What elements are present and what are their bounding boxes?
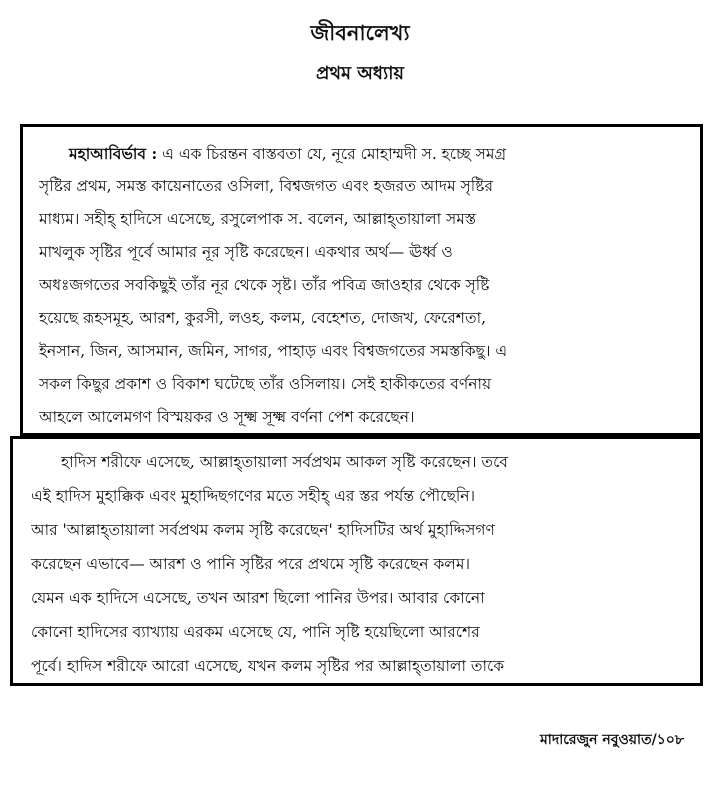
paragraph-line: সকল কিছুর প্রকাশ ও বিকাশ ঘটেছে তাঁর ওসিলায়। সেই হাকীকতের বর্ণনায়: [39, 375, 492, 393]
lead-term: মহাআবির্ভাব :: [69, 144, 158, 163]
paragraph-text: এ এক চিরন্তন বাস্তবতা যে, নূরে মোহাম্মদী স. হচ্ছে সমগ্র: [157, 145, 507, 163]
paragraph-line: হয়েছে রূহসমূহ, আরশ, কুরসী, লওহ, কলম, বেহেশত, দোজখ, ফেরেশতা,: [39, 309, 487, 327]
paragraph-line: যেমন এক হাদিসে এসেছে, তখন আরশ ছিলো পানির উপর। আবার কোনো: [31, 589, 485, 607]
paragraph-line: করেছেন এভাবে— আরশ ও পানি সৃষ্টির পরে প্রথমে সৃষ্টি করেছেন কলম।: [31, 555, 471, 573]
source-reference: মাদারেজুন নবুওয়াত/১০৮: [540, 732, 684, 748]
text-box-first: [20, 124, 703, 436]
paragraph-line: অধঃজগতের সবকিছুই তাঁর নূর থেকে সৃষ্ট। তাঁর পবিত্র জাওহার থেকে সৃষ্টি: [39, 276, 490, 294]
page-title: জীবনালেখ্য: [310, 21, 410, 45]
paragraph-line: পূর্বে। হাদিস শরীফে আরো এসেছে, যখন কলম সৃষ্টির পর আল্লাহ্তায়ালা তাকে: [31, 657, 505, 675]
paragraph-line: আর 'আল্লাহ্তায়ালা সর্বপ্রথম কলম সৃষ্টি করেছেন' হাদিসটির অর্থ মুহাদ্দিসগণ: [31, 521, 495, 539]
text-box-second: [10, 436, 703, 686]
chapter-title: প্রথম অধ্যায়: [315, 63, 405, 84]
paragraph-line: ইনসান, জিন, আসমান, জমিন, সাগর, পাহাড় এবং বিশ্বজগতের সমস্তকিছু। এ: [39, 342, 508, 360]
paragraph-line: মাধ্যম। সহীহ্ হাদিসে এসেছে, রসুলেপাক স. বলেন, আল্লাহ্তায়ালা সমস্ত: [39, 210, 476, 228]
paragraph-line: [39, 137, 686, 170]
paragraph-line: মাখলুক সৃষ্টির পূর্বে আমার নূর সৃষ্টি করেছেন। একথার অর্থ— ঊর্ধ্ব ও: [39, 243, 453, 261]
paragraph-line: সৃষ্টির প্রথম, সমস্ত কায়েনাতের ওসিলা, বিশ্বজগত এবং হজরত আদম সৃষ্টির: [39, 177, 493, 195]
paragraph-line: কোনো হাদিসের ব্যাখ্যায় এরকম এসেছে যে, পানি সৃষ্টি হয়েছিলো আরশের: [31, 623, 480, 641]
paragraph-line: হাদিস শরীফে এসেছে, আল্লাহ্তায়ালা সর্বপ্রথম আকল সৃষ্টি করেছেন। তবে: [61, 453, 508, 471]
paragraph-line: এই হাদিস মুহাক্কিক এবং মুহাদ্দিছগণের মতে সহীহ্ এর স্তর পর্যন্ত পৌছেনি।: [31, 487, 476, 505]
paragraph-line: আহলে আলেমগণ বিস্ময়কর ও সূক্ষ্ম সূক্ষ্ম বর্ণনা পেশ করেছেন।: [39, 408, 415, 426]
